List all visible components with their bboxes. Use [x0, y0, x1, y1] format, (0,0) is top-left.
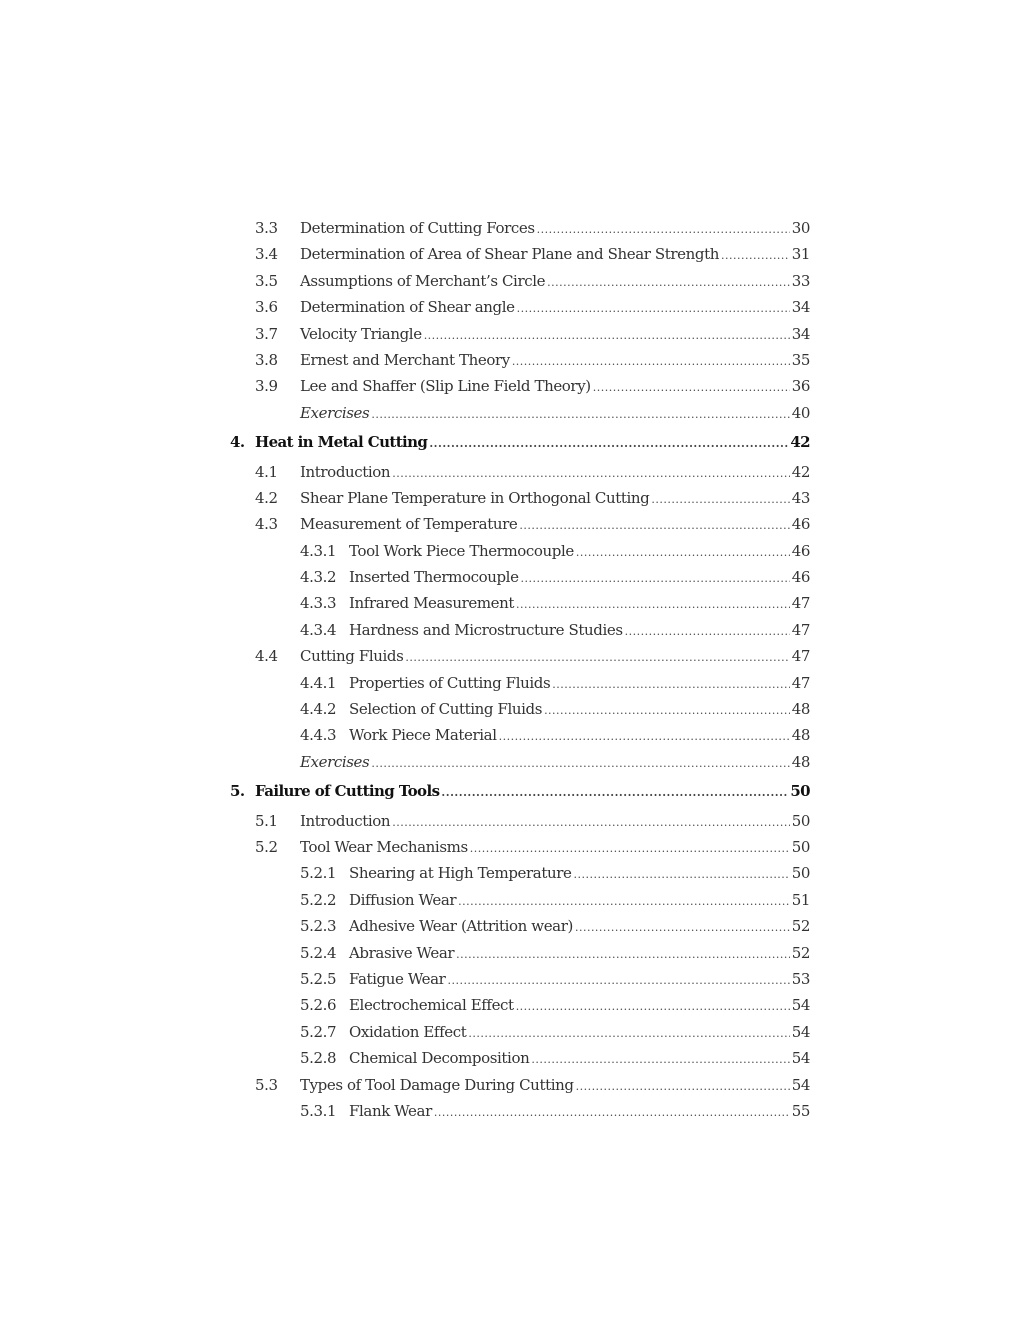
entry-page-number: 52 — [791, 943, 810, 962]
entry-page-number: 50 — [791, 864, 810, 883]
entry-number: 5.2.4 — [300, 943, 337, 962]
entry-number: 4.2 — [255, 488, 278, 507]
toc-entry — [230, 722, 810, 748]
leader-dots — [721, 243, 790, 269]
entry-title: Assumptions of Merchant’s Circle — [300, 271, 546, 290]
entry-title: Introduction — [300, 462, 391, 481]
toc-entry — [230, 294, 810, 320]
toc-entry — [230, 860, 810, 886]
entry-page-number: 48 — [791, 700, 810, 719]
entry-number: 4.3.3 — [300, 594, 337, 613]
entry-number: 4.4.2 — [300, 700, 337, 719]
leader-dots — [625, 619, 790, 645]
leader-dots — [516, 592, 790, 618]
entry-title: Diffusion Wear — [349, 890, 457, 909]
entry-title: Introduction — [300, 811, 391, 830]
entry-page-number: 50 — [790, 782, 810, 801]
entry-title: Properties of Cutting Fluids — [349, 673, 551, 692]
leader-dots — [405, 645, 789, 671]
leader-dots — [434, 1100, 790, 1126]
entry-page-number: 54 — [791, 1075, 810, 1094]
entry-number: 5.2.7 — [300, 1022, 337, 1041]
toc-entry — [230, 1019, 810, 1045]
entry-number: 5.1 — [255, 811, 278, 830]
entry-page-number: 47 — [791, 594, 810, 613]
entry-page-number: 47 — [791, 647, 810, 666]
leader-dots — [429, 431, 788, 457]
leader-dots — [458, 889, 790, 915]
leader-dots — [516, 994, 790, 1020]
entry-page-number: 48 — [791, 726, 810, 745]
entry-page-number: 46 — [791, 541, 810, 560]
toc-exercises-entry — [230, 749, 810, 775]
entry-number: 4.4.1 — [300, 673, 337, 692]
entry-title: Adhesive Wear (Attrition wear) — [349, 917, 573, 936]
entry-title: Cutting Fluids — [300, 647, 404, 666]
leader-dots — [447, 968, 789, 994]
toc-entry — [230, 617, 810, 643]
leader-dots — [470, 836, 790, 862]
entry-number: 5.2.5 — [300, 969, 337, 988]
entry-title: Determination of Cutting Forces — [300, 219, 535, 237]
entry-title: Failure of Cutting Tools — [255, 782, 440, 801]
entry-title: Flank Wear — [349, 1101, 432, 1120]
leader-dots — [371, 751, 789, 777]
entry-title: Hardness and Microstructure Studies — [349, 620, 623, 639]
toc-entry — [230, 511, 810, 537]
entry-title: Abrasive Wear — [349, 943, 455, 962]
leader-dots — [576, 540, 790, 566]
entry-number: 5.2 — [255, 837, 278, 856]
table-of-contents — [230, 215, 810, 1124]
entry-page-number: 43 — [791, 488, 810, 507]
entry-number: 4.3 — [255, 515, 278, 534]
entry-number: 5.3 — [255, 1075, 278, 1094]
leader-dots — [651, 487, 789, 513]
entry-page-number: 50 — [791, 811, 810, 830]
entry-page-number: 42 — [791, 462, 810, 481]
entry-title: Shear Plane Temperature in Orthogonal Cutting — [300, 488, 650, 507]
entry-number: 4.1 — [255, 462, 278, 481]
toc-entry — [230, 485, 810, 511]
entry-title: Determination of Shear angle — [300, 298, 515, 317]
entry-number: 3.7 — [255, 324, 278, 343]
entry-number: 3.3 — [255, 219, 278, 237]
entry-page-number: 50 — [791, 837, 810, 856]
toc-entry — [230, 321, 810, 347]
entry-page-number: 36 — [791, 377, 810, 396]
leader-dots — [531, 1047, 789, 1073]
toc-exercises-entry — [230, 400, 810, 426]
leader-dots — [537, 217, 790, 243]
leader-dots — [547, 270, 790, 296]
leader-dots — [456, 942, 790, 968]
entry-title: Chemical Decomposition — [349, 1049, 530, 1068]
entry-page-number: 48 — [791, 752, 810, 771]
toc-entry — [230, 696, 810, 722]
entry-title: Fatigue Wear — [349, 969, 446, 988]
toc-chapter-entry — [230, 429, 810, 455]
toc-entry — [230, 347, 810, 373]
entry-title: Work Piece Material — [349, 726, 497, 745]
leader-dots — [552, 672, 789, 698]
entry-page-number: 54 — [791, 996, 810, 1015]
entry-title: Selection of Cutting Fluids — [349, 700, 543, 719]
toc-entry — [230, 459, 810, 485]
entry-title: Tool Wear Mechanisms — [300, 837, 468, 856]
leader-dots — [521, 566, 790, 592]
toc-entry — [230, 1045, 810, 1071]
entry-number: 5.3.1 — [300, 1101, 337, 1120]
leader-dots — [512, 349, 790, 375]
entry-page-number: 54 — [791, 1022, 810, 1041]
entry-title: Types of Tool Damage During Cutting — [300, 1075, 574, 1094]
leader-dots — [441, 780, 788, 806]
toc-entry — [230, 564, 810, 590]
toc-entry — [230, 241, 810, 267]
entry-title: Tool Work Piece Thermocouple — [349, 541, 574, 560]
toc-entry — [230, 590, 810, 616]
entry-number: 4.3.2 — [300, 568, 337, 587]
entry-number: 5.2.6 — [300, 996, 337, 1015]
entry-page-number: 42 — [790, 433, 810, 452]
entry-title: Exercises — [300, 752, 370, 771]
entry-number: 4.4 — [255, 647, 278, 666]
toc-entry — [230, 1072, 810, 1098]
leader-dots — [573, 862, 789, 888]
entry-number: 3.6 — [255, 298, 278, 317]
entry-title: Exercises — [300, 403, 370, 422]
entry-title: Determination of Area of Shear Plane and Shear Strength — [300, 245, 719, 264]
toc-entry — [230, 887, 810, 913]
entry-page-number: 55 — [791, 1101, 810, 1120]
entry-title: Lee and Shaffer (Slip Line Field Theory) — [300, 377, 591, 396]
leader-dots — [593, 375, 790, 401]
entry-title: Shearing at High Temperature — [349, 864, 572, 883]
entry-title: Infrared Measurement — [349, 594, 515, 613]
toc-entry — [230, 1098, 810, 1124]
entry-title: Electrochemical Effect — [349, 996, 514, 1015]
entry-page-number: 40 — [791, 403, 810, 422]
leader-dots — [499, 724, 790, 750]
entry-page-number: 54 — [791, 1049, 810, 1068]
toc-entry — [230, 834, 810, 860]
toc-entry — [230, 373, 810, 399]
leader-dots — [424, 323, 790, 349]
entry-number: 5.2.1 — [300, 864, 337, 883]
entry-title: Measurement of Temperature — [300, 515, 518, 534]
toc-chapter-entry — [230, 778, 810, 804]
entry-title: Velocity Triangle — [300, 324, 422, 343]
entry-number: 5.2.2 — [300, 890, 337, 909]
entry-page-number: 33 — [791, 271, 810, 290]
toc-entry — [230, 808, 810, 834]
entry-number: 3.4 — [255, 245, 278, 264]
entry-page-number: 53 — [791, 969, 810, 988]
entry-page-number: 47 — [791, 673, 810, 692]
entry-title: Oxidation Effect — [349, 1022, 467, 1041]
leader-dots — [576, 1074, 790, 1100]
entry-page-number: 52 — [791, 917, 810, 936]
toc-entry — [230, 215, 810, 241]
toc-entry — [230, 992, 810, 1018]
entry-number: 5.2.3 — [300, 917, 337, 936]
leader-dots — [544, 698, 790, 724]
leader-dots — [392, 461, 790, 487]
entry-page-number: 46 — [791, 515, 810, 534]
entry-page-number: 34 — [791, 324, 810, 343]
toc-entry — [230, 940, 810, 966]
toc-entry — [230, 966, 810, 992]
toc-entry — [230, 913, 810, 939]
entry-title: Ernest and Merchant Theory — [300, 350, 510, 369]
leader-dots — [519, 513, 789, 539]
leader-dots — [468, 1021, 789, 1047]
leader-dots — [517, 296, 790, 322]
entry-number: 4. — [230, 433, 245, 452]
entry-number: 5.2.8 — [300, 1049, 337, 1068]
entry-page-number: 47 — [791, 620, 810, 639]
toc-entry — [230, 538, 810, 564]
toc-entry — [230, 643, 810, 669]
leader-dots — [371, 402, 789, 428]
entry-page-number: 46 — [791, 568, 810, 587]
leader-dots — [575, 915, 790, 941]
entry-number: 3.9 — [255, 377, 278, 396]
entry-number: 3.8 — [255, 350, 278, 369]
entry-title: Heat in Metal Cutting — [255, 433, 428, 452]
entry-page-number: 30 — [791, 219, 810, 237]
entry-title: Inserted Thermocouple — [349, 568, 519, 587]
entry-number: 5. — [230, 782, 245, 801]
entry-page-number: 31 — [791, 245, 810, 264]
entry-number: 4.3.1 — [300, 541, 337, 560]
entry-page-number: 35 — [791, 350, 810, 369]
toc-entry — [230, 670, 810, 696]
entry-number: 4.3.4 — [300, 620, 337, 639]
entry-page-number: 34 — [791, 298, 810, 317]
leader-dots — [392, 810, 790, 836]
toc-entry — [230, 268, 810, 294]
entry-page-number: 51 — [791, 890, 810, 909]
entry-number: 3.5 — [255, 271, 278, 290]
entry-number: 4.4.3 — [300, 726, 337, 745]
